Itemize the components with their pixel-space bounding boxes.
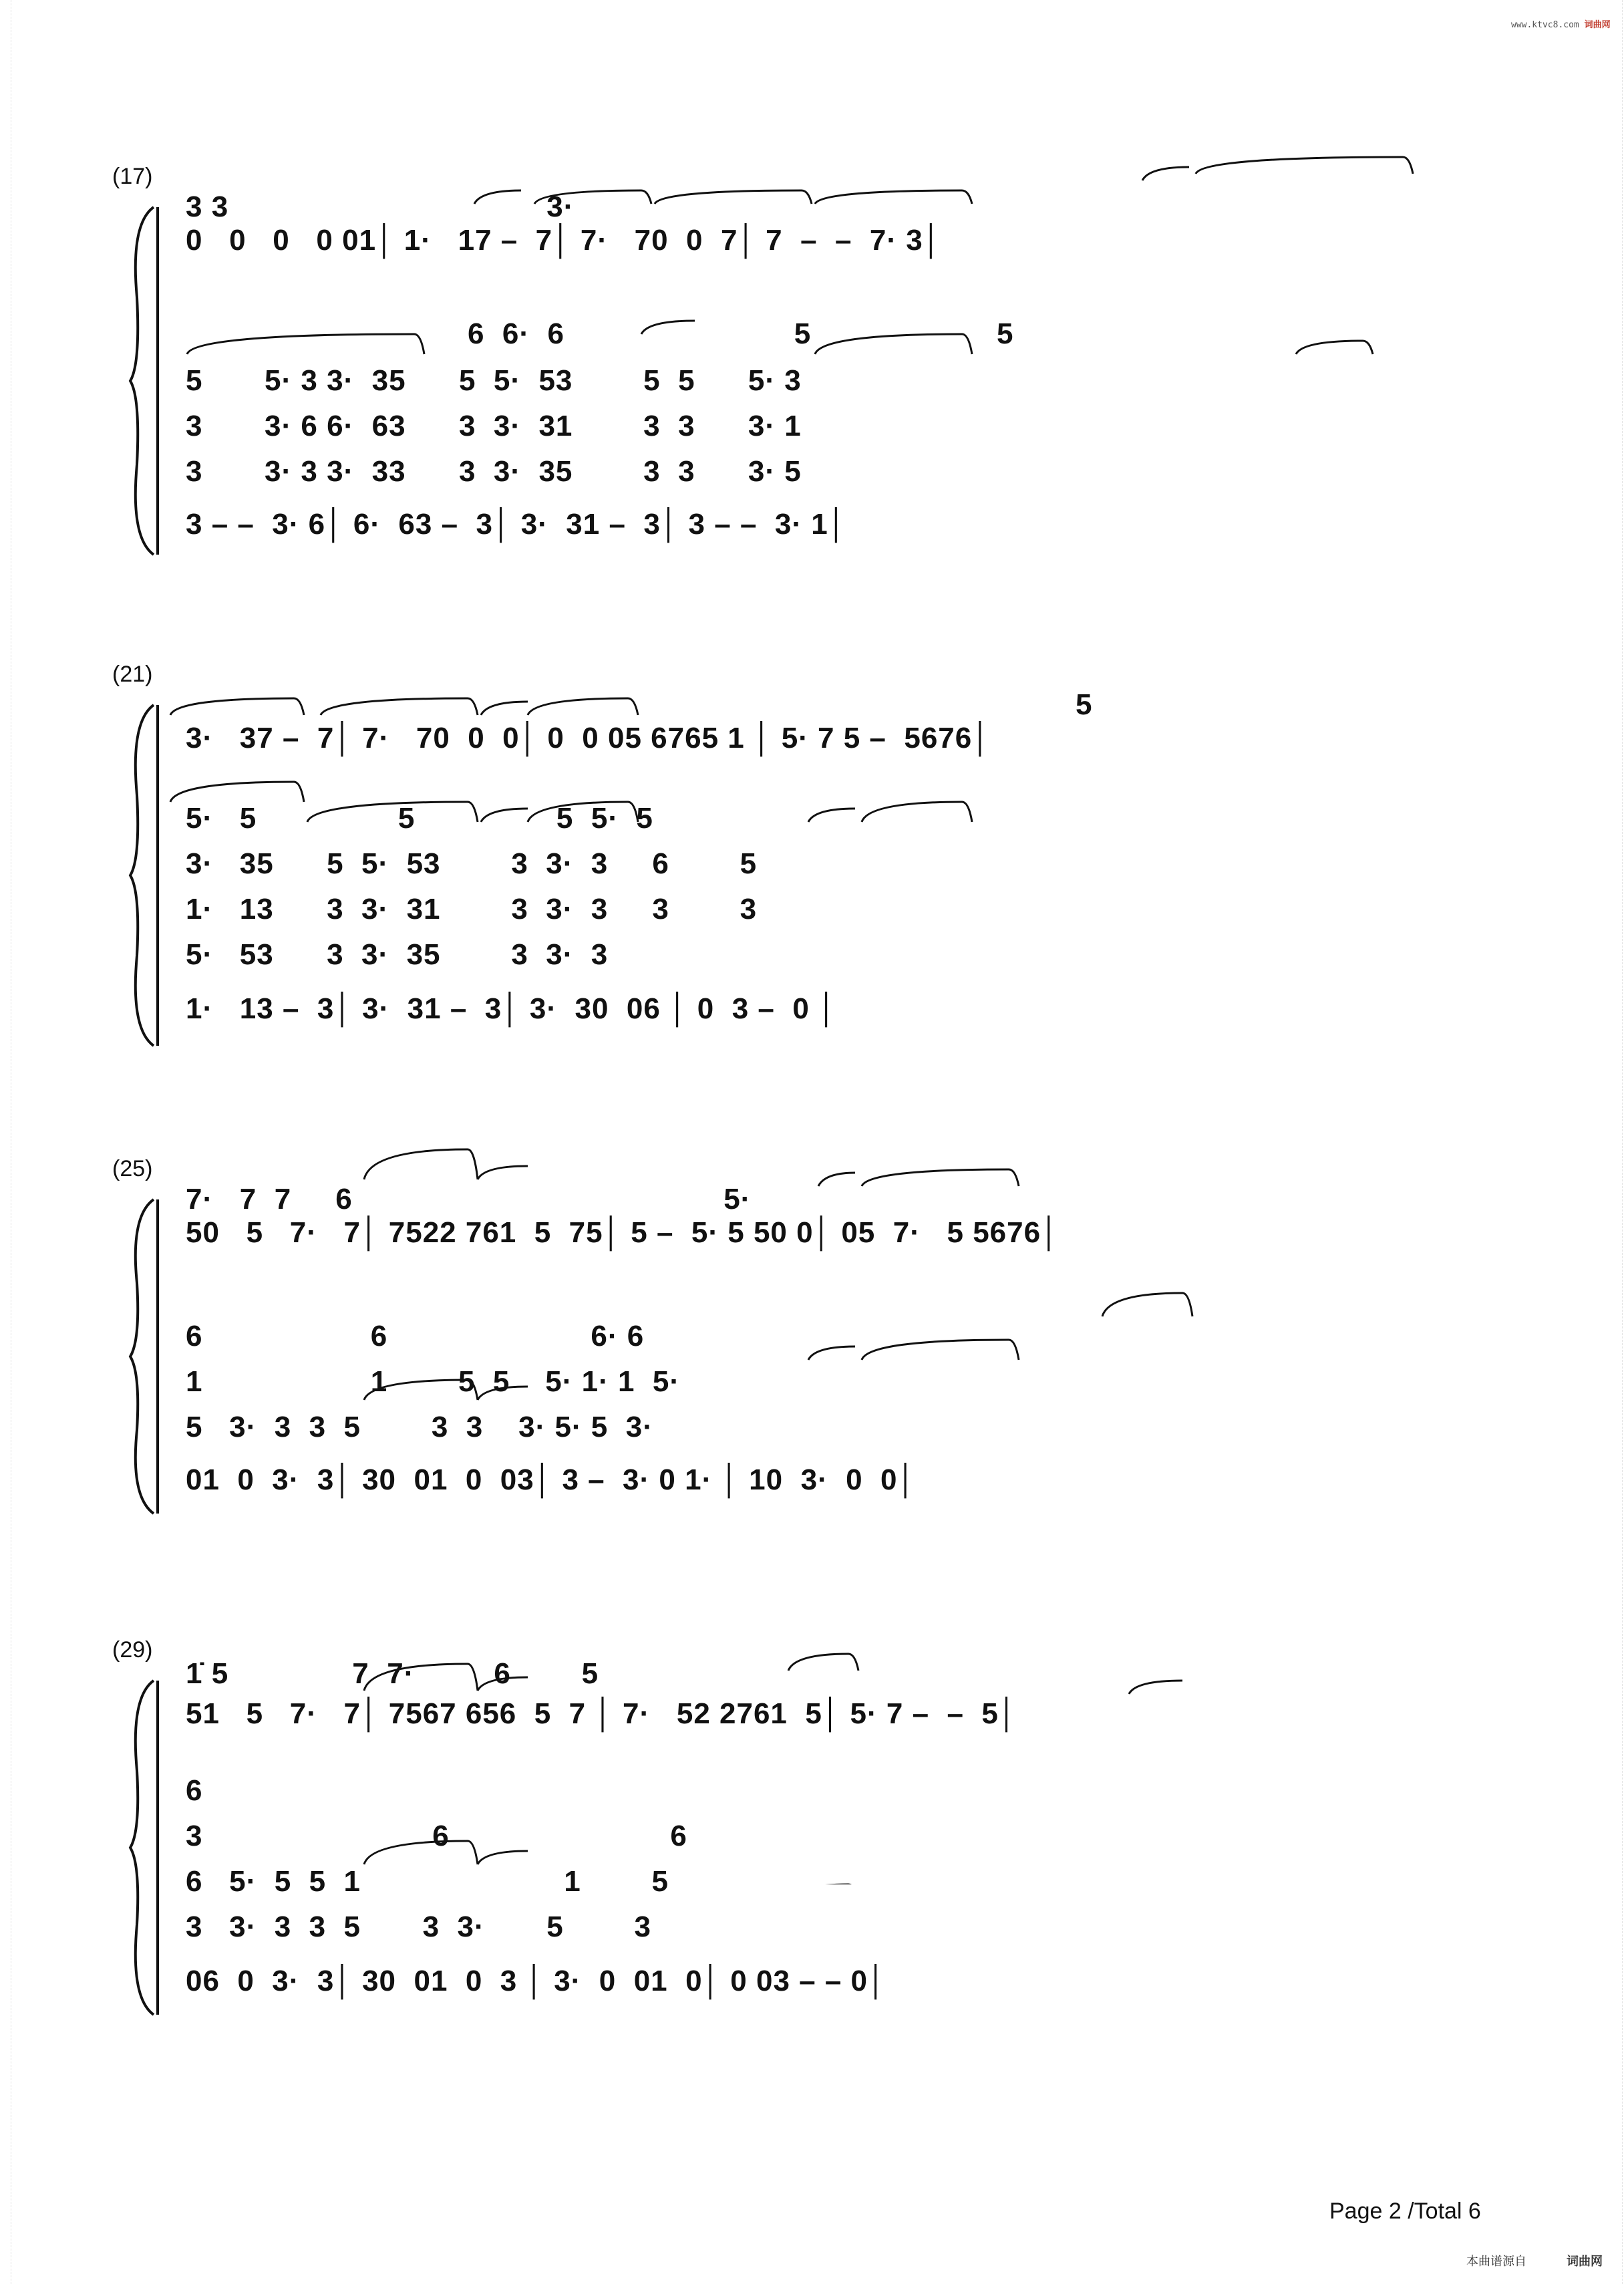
measure-number-label: (21) <box>112 662 153 687</box>
treble-line: 0 0 0 0 01│ 1· 17 – 7│ 7· 70 0 7│ 7 – – 7· 3│ <box>186 224 943 257</box>
treble-line: 50 5 7· 7│ 7522 761 5 75│ 5 – 5· 5 50 0│ 05 7· 5 5676│ <box>186 1216 1060 1249</box>
bass-line-1: 6 6 6· 6 <box>186 1320 645 1352</box>
bass-line-4: 01 0 3· 3│ 30 01 0 03│ 3 – 3· 0 1· │ 10 3· 0 0│ <box>186 1463 917 1496</box>
treble-upper-voice: 5 <box>1076 688 1093 721</box>
bass-line-1: 6 <box>186 1774 203 1807</box>
right-margin-strip <box>1611 0 1623 2284</box>
footer-brand-logo: 词曲网 <box>1567 2255 1603 2268</box>
bass-line-2: 3 3· 6 6· 63 3 3· 31 3 3 3· 1 <box>186 410 802 442</box>
grand-staff-brace <box>127 204 160 558</box>
bass-top-voice: 6 6· 6 5 5 <box>468 317 1014 350</box>
bass-line-1: 5 5· 3 3· 35 5 5· 53 5 5 5· 3 <box>186 364 802 397</box>
watermark-url: www.ktvc8.com <box>1511 20 1579 30</box>
bass-line-5: 1· 13 – 3│ 3· 31 – 3│ 3· 30 06 │ 0 3 – 0 │ <box>186 992 838 1025</box>
header-watermark <box>1511 17 1611 30</box>
grand-staff-brace <box>127 702 160 1049</box>
bass-line-3: 1· 13 3 3· 31 3 3· 3 3 3 <box>186 893 758 925</box>
grand-staff-brace <box>127 1677 160 2018</box>
watermark-brand: 词曲网 <box>1584 20 1611 30</box>
measure-number-label: (25) <box>112 1156 153 1181</box>
grand-staff-brace <box>127 1196 160 1517</box>
bass-slur-marks <box>160 307 1496 361</box>
treble-upper-voice: 1̇ 5 7 7· 6 5 <box>186 1657 599 1690</box>
bass-line-2: 3· 35 5 5· 53 3 3· 3 6 5 <box>186 847 758 880</box>
bass-line-5: 06 0 3· 3│ 30 01 0 3 │ 3· 0 01 0│ 0 03 – – 0│ <box>186 1965 887 1997</box>
bass-line-3: 6 5· 5 5 1 1 5 <box>186 1865 669 1898</box>
treble-upper-voice: 3 3 3· <box>186 190 575 223</box>
measure-number-label: (29) <box>112 1637 153 1663</box>
slur-marks <box>160 675 1496 728</box>
bass-line-3: 5 3· 3 3 5 3 3 3· 5· 5 3· <box>186 1411 653 1443</box>
left-margin-strip <box>0 0 11 2284</box>
slur-marks <box>160 1136 1496 1189</box>
bass-line-4: 5· 53 3 3· 35 3 3· 3 <box>186 938 609 971</box>
bass-line-3: 3 3· 3 3· 33 3 3· 35 3 3 3· 5 <box>186 455 802 488</box>
footer-source-text: 本曲谱源自 <box>1466 2255 1526 2268</box>
treble-upper-voice: 7· 7 7 6 5· <box>186 1183 752 1216</box>
treble-line: 51 5 7· 7│ 7567 656 5 7 │ 7· 52 2761 5│ 5· 7 – – 5│ <box>186 1697 1018 1730</box>
page-number: Page 2 /Total 6 <box>1329 2198 1481 2224</box>
bass-line-4: 3 – – 3· 6│ 6· 63 – 3│ 3· 31 – 3│ 3 – – 3· 1│ <box>186 508 848 541</box>
footer-source <box>1466 2252 1526 2269</box>
bass-line-4: 3 3· 3 3 5 3 3· 5 3 <box>186 1910 651 1943</box>
measure-number-label: (17) <box>112 164 153 189</box>
bass-line-2: 1 1 5 5 5· 1· 1 5· <box>186 1365 681 1398</box>
bass-line-1: 5· 5 5 5 5· 5 <box>186 802 653 835</box>
treble-line: 3· 37 – 7│ 7· 70 0 0│ 0 0 05 6765 1 │ 5· 7 5 – 5676│ <box>186 722 991 754</box>
bass-line-2: 3 6 6 <box>186 1820 687 1852</box>
